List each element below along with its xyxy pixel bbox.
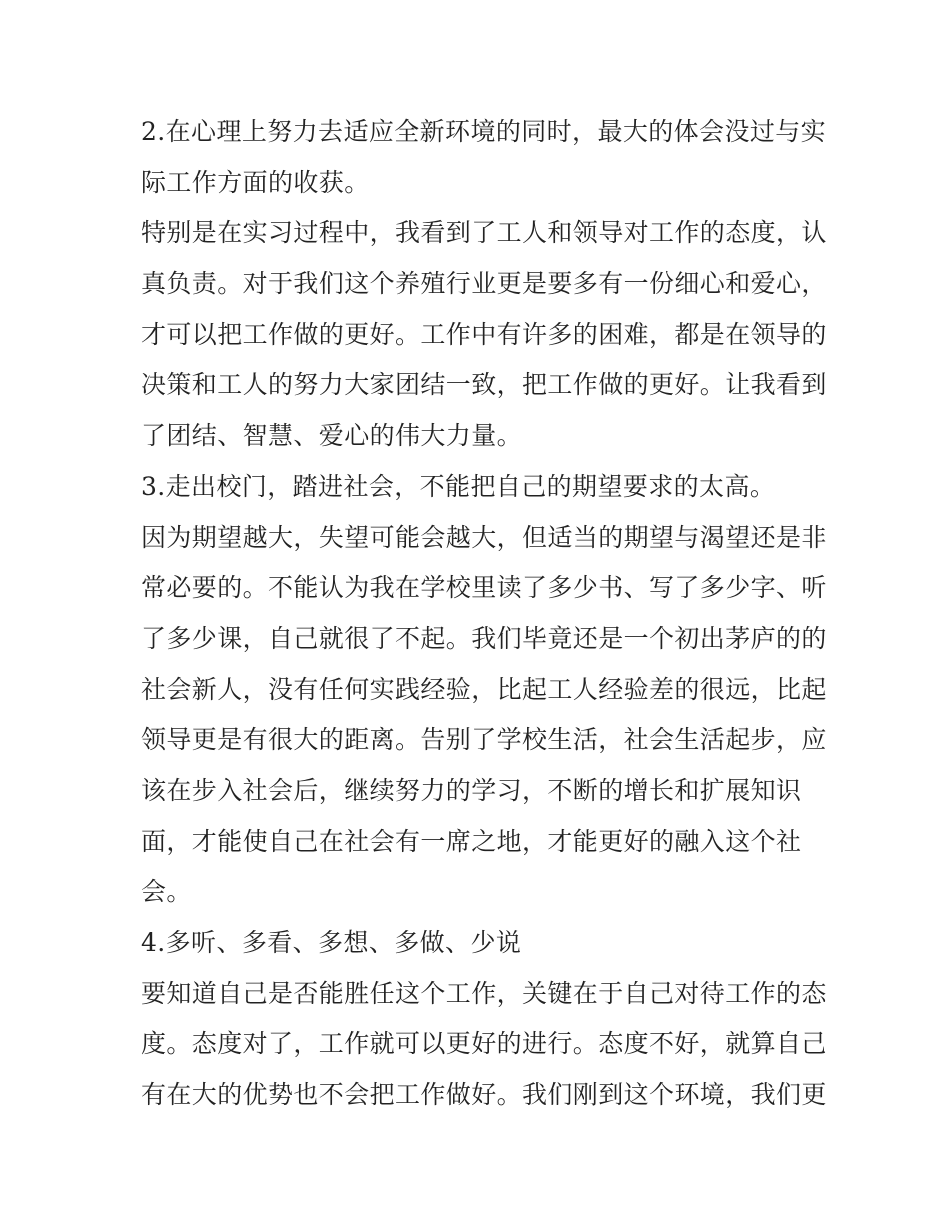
text-line: 特别是在实习过程中，我看到了工人和领导对工作的态度，认 bbox=[141, 218, 827, 248]
text-line: 要知道自己是否能胜任这个工作，关键在于自己对待工作的态 bbox=[141, 978, 827, 1008]
text-line: 4.多听、多看、多想、多做、少说 bbox=[141, 928, 522, 957]
text-line: 常必要的。不能认为我在学校里读了多少书、写了多少字、听 bbox=[141, 573, 827, 603]
text-line: 有在大的优势也不会把工作做好。我们刚到这个环境，我们更 bbox=[141, 1080, 827, 1110]
text-line: 了多少课，自己就很了不起。我们毕竟还是一个初出茅庐的的 bbox=[141, 623, 827, 653]
text-line: 才可以把工作做的更好。工作中有许多的困难，都是在领导的 bbox=[141, 319, 827, 349]
text-line: 际工作方面的收获。 bbox=[141, 167, 370, 197]
body-text bbox=[141, 107, 827, 1121]
text-line: 3.走出校门，踏进社会，不能把自己的期望要求的太高。 bbox=[141, 471, 776, 501]
text-line: 度。态度对了，工作就可以更好的进行。态度不好，就算自己 bbox=[141, 1029, 827, 1059]
text-line: 决策和工人的努力大家团结一致，把工作做的更好。让我看到 bbox=[141, 370, 827, 400]
text-line: 因为期望越大，失望可能会越大，但适当的期望与渴望还是非 bbox=[141, 522, 827, 552]
text-line: 领导更是有很大的距离。告别了学校生活，社会生活起步，应 bbox=[141, 725, 827, 755]
text-line: 面，才能使自己在社会有一席之地，才能更好的融入这个社 bbox=[141, 826, 802, 856]
text-line: 会。 bbox=[141, 877, 192, 907]
text-line: 真负责。对于我们这个养殖行业更是要多有一份细心和爱心， bbox=[141, 269, 827, 299]
text-line: 2.在心理上努力去适应全新环境的同时，最大的体会没过与实 bbox=[141, 117, 827, 146]
text-line: 该在步入社会后，继续努力的学习，不断的增长和扩展知识 bbox=[141, 775, 802, 805]
text-line: 社会新人，没有任何实践经验，比起工人经验差的很远，比起 bbox=[141, 674, 827, 704]
text-line: 了团结、智慧、爱心的伟大力量。 bbox=[141, 421, 523, 451]
